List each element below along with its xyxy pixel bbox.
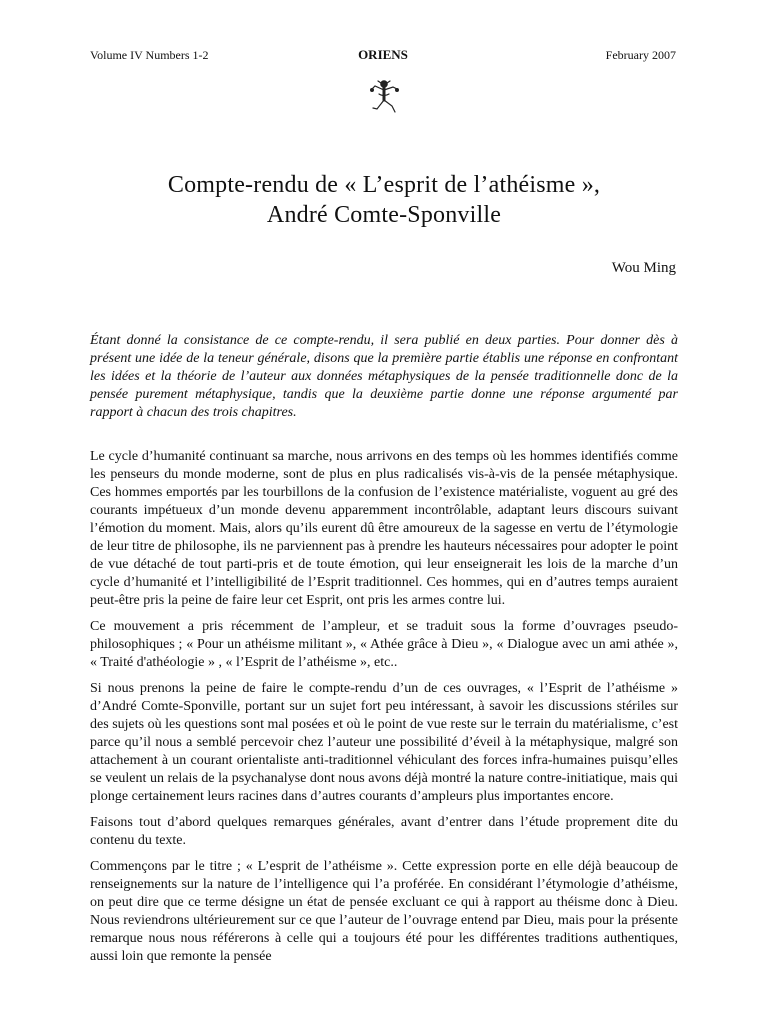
paragraph: Le cycle d’humanité continuant sa marche, nous arrivons en des temps où les hommes identifiés comme les penseurs du monde moderne, sont de plus en plus radicalisés vis-à-vis de la pensée métaphysique. Ces hommes emportés par les tourbillons de la confusion de l’existence matérialiste, voguent au gré des courants impétueux d’un monde devenu apparemment incontrôlable, adaptant leurs discours suivant l’émotion du moment. Mais, alors qu’ils eurent dû être amoureux de la sagesse en vertu de l’étymologie de leur titre de philosophe, ils ne parviennent pas à prendre les hauteurs nécessaires pour adopter le point de vue détaché de tout parti-pris et de toute émotion, qui leur enseignerait les lois de la marche d’un cycle d’humanité et l’intelligibilité de l’Esprit traditionnel. Ces hommes, qui en d’autres temps auraient peut-être pris la peine de faire leur cet Esprit, ont pris les armes contre lui. — [90, 449, 678, 608]
title-line-1: Compte-rendu de « L’esprit de l’athéisme », — [167, 172, 601, 198]
article-title — [40, 170, 728, 230]
volume-info: Volume IV Numbers 1-2 — [90, 48, 209, 62]
paragraph: Ce mouvement a pris récemment de l’ampleur, et se traduit sous la forme d’ouvrages pseudo-philosophiques ; « Pour un athéisme militant », « Athée grâce à Dieu », « Dialogue avec un ami athée », « Traité d'athéologie » , « l’Esprit de l’athéisme », etc.. — [90, 619, 678, 670]
paragraph: Si nous prenons la peine de faire le compte-rendu d’un de ces ouvrages, « l’Esprit de l’athéisme » d’André Comte-Sponville, portant sur un sujet fort peu intéressant, à savoir les discussions stériles sur des sujets où les questions sont mal posées et où le point de vue reste sur le terrain du matérialisme, c’est parce qu’il nous a semblé percevoir chez l’auteur une possibilité d’éveil à la métaphysique, malgré son attachement à un courant orientaliste anti-traditionnel véhiculant des forces infra-humaines puisqu’elles se veulent un relais de la psychanalyse dont nous avons déjà montré la nature contre-initiatique, mais qui plonge certainement leurs racines dans d’autres courants d’ampleurs plus importantes encore. — [90, 681, 678, 804]
issue-date: February 2007 — [605, 48, 676, 62]
paragraph: Faisons tout d’abord quelques remarques générales, avant d’entrer dans l’étude proprement dite du contenu du texte. — [90, 815, 678, 848]
abstract: Étant donné la consistance de ce compte-rendu, il sera publié en deux parties. Pour donner dès à présent une idée de la teneur générale, disons que la première partie établis une réponse en confrontant les idées et la théorie de l’auteur aux données métaphysiques de la pensée traditionnelle donc de la pensée purement métaphysique, tandis que la deuxième partie donne une réponse argumenté par rapport à chacun des trois chapitres. — [90, 333, 678, 420]
author-name: Wou Ming — [611, 260, 676, 276]
title-line-2: André Comte-Sponville — [266, 202, 502, 228]
paragraph: Commençons par le titre ; « L’esprit de l’athéisme ». Cette expression porte en elle déjà beaucoup de renseignements sur la nature de l’intelligence qui l’a proférée. En considérant l’étymologie d’athéisme, on peut dire que ce terme désigne un état de pensée excluant ce qui à rapport au théisme donc à Dieu. Nous reviendrons ultérieurement sur ce que l’auteur de l’ouvrage entend par Dieu, mais pour la présente remarque nous nous référerons à celle qui a toujours été pour les différentes traditions authentiques, aussi loin que remonte la pensée — [90, 859, 678, 964]
article-body — [90, 448, 678, 974]
journal-name: ORIENS — [358, 47, 408, 62]
dancing-figure-emblem-icon — [364, 76, 404, 116]
running-header — [90, 48, 676, 66]
